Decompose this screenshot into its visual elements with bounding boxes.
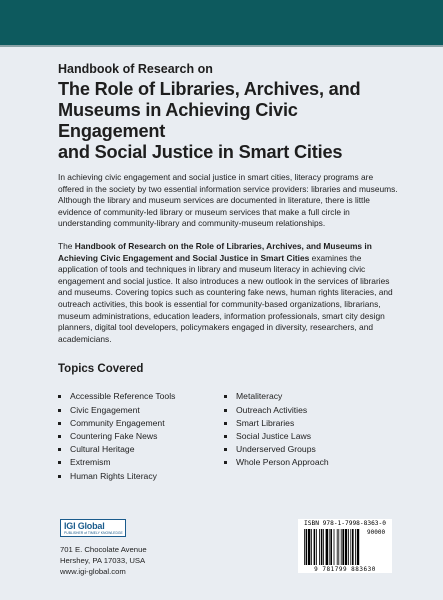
book-title-line: The Role of Libraries, Archives, and <box>58 79 361 99</box>
topics-column-right <box>224 390 329 469</box>
topic-item: Extremism <box>58 456 175 469</box>
topic-item: Outreach Activities <box>224 404 329 417</box>
topics-column-left <box>58 390 175 482</box>
book-title-line: Museums in Achieving Civic Engagement <box>58 100 298 141</box>
topic-item: Accessible Reference Tools <box>58 390 175 403</box>
description-paragraph-1: In achieving civic engagement and social justice in smart cities, literacy programs are offered in the society by two essential information service providers: libraries and museums. Although the library and museum services are documented in literature, there is little evidence of community-led library or museum services that make a full circle in understanding community-library and community-museum relationships. <box>58 172 398 229</box>
topic-item: Whole Person Approach <box>224 456 329 469</box>
top-band-divider <box>0 45 443 47</box>
top-color-band <box>0 0 443 45</box>
description-paragraph-2 <box>58 241 398 345</box>
address-line: Hershey, PA 17033, USA <box>60 556 146 565</box>
paragraph-text: The <box>58 240 75 251</box>
publisher-logo-text: IGI Global <box>64 521 105 531</box>
book-title <box>58 79 398 163</box>
topic-item: Community Engagement <box>58 417 175 430</box>
publisher-logo <box>60 519 126 537</box>
topic-item: Human Rights Literacy <box>58 470 175 483</box>
paragraph-bold-title: Handbook of Research on the Role of Libraries, Archives, and Museums in Achieving Civic Engagement and Social Justice in Smart Cities <box>58 240 372 263</box>
topics-heading: Topics Covered <box>58 363 144 376</box>
publisher-logo-subtext: PUBLISHER of TIMELY KNOWLEDGE <box>64 531 123 535</box>
barcode-icon <box>302 529 388 566</box>
isbn-text: ISBN 978-1-7998-8363-0 <box>304 520 386 527</box>
topics-list <box>58 390 398 490</box>
price-code: 90000 <box>367 529 386 536</box>
topic-item: Smart Libraries <box>224 417 329 430</box>
topic-item: Countering Fake News <box>58 430 175 443</box>
topic-item: Cultural Heritage <box>58 443 175 456</box>
book-title-line: and Social Justice in Smart Cities <box>58 142 343 162</box>
topic-item: Metaliteracy <box>224 390 329 403</box>
back-cover-content <box>58 62 398 490</box>
topic-item: Underserved Groups <box>224 443 329 456</box>
address-line: 701 E. Chocolate Avenue <box>60 545 147 554</box>
publisher-website: www.igi-global.com <box>60 567 126 576</box>
topic-item: Civic Engagement <box>58 404 175 417</box>
publisher-address <box>60 544 147 577</box>
ean-digits: 9 781799 883630 <box>314 566 376 573</box>
paragraph-text: examines the application of tools and techniques in library and museum literacy in achieving civic engagement and social justice. It also introduces a new outlook in the services of libraries and museums. Covering topics such as countering fake news, human rights literacies, and outreach activities, this book is essential for community-based organizations, librarians, museum administrations, education leaders, information professionals, smart city design planners, digital tool developers, policymakers engaged in diversity, researchers, and academicians. <box>58 252 393 344</box>
isbn-barcode <box>298 519 392 573</box>
title-kicker: Handbook of Research on <box>58 62 213 76</box>
topic-item: Social Justice Laws <box>224 430 329 443</box>
